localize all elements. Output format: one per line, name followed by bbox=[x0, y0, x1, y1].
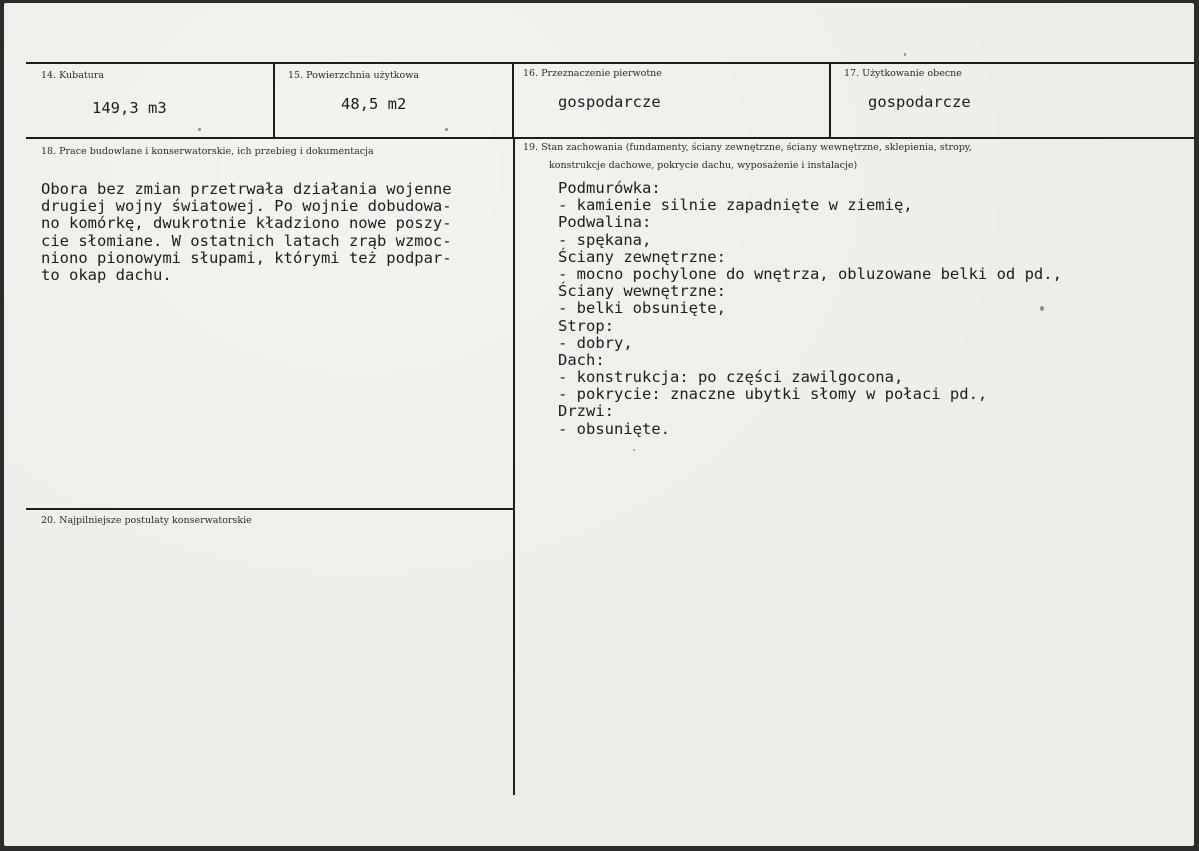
header-bottom-rule bbox=[26, 137, 1194, 139]
field-17-value: gospodarcze bbox=[868, 93, 971, 111]
field-16-label: 16. Przeznaczenie pierwotne bbox=[523, 68, 662, 79]
text-line: to okap dachu. bbox=[41, 265, 172, 284]
main-vertical-divider bbox=[513, 139, 515, 795]
text-line: - belki obsunięte, bbox=[558, 299, 726, 318]
text-line: Podwalina: bbox=[558, 213, 652, 232]
paper-speck bbox=[445, 128, 448, 131]
text-line: - dobry, bbox=[558, 333, 633, 352]
field-14-label: 14. Kubatura bbox=[41, 70, 105, 81]
field-18-text bbox=[41, 181, 452, 284]
text-line: no komórkę, dwukrotnie kładziono nowe poszy- bbox=[41, 214, 452, 233]
field-17-label: 17. Użytkowanie obecne bbox=[844, 68, 962, 79]
field-15-label: 15. Powierzchnia użytkowa bbox=[288, 70, 420, 81]
section-18-bottom-rule bbox=[26, 508, 514, 510]
divider-14-15 bbox=[273, 64, 275, 139]
paper-speck bbox=[904, 53, 906, 56]
text-line: cie słomiane. W ostatnich latach zrąb wzmoc- bbox=[41, 231, 452, 250]
text-line: - spękana, bbox=[558, 230, 652, 249]
paper-speck bbox=[198, 128, 201, 131]
text-line: - obsunięte. bbox=[558, 419, 670, 438]
field-18-label: 18. Prace budowlane i konserwatorskie, ich przebieg i dokumentacja bbox=[41, 146, 374, 157]
text-line: - mocno pochylone do wnętrza, obluzowane belki od pd., bbox=[558, 264, 1062, 283]
text-line: Ściany wewnętrzne: bbox=[558, 282, 726, 301]
field-19-label: 19. Stan zachowania (fundamenty, ściany zewnętrzne, ściany wewnętrzne, sklepienia, stropy, bbox=[523, 142, 972, 153]
text-line: - pokrycie: znaczne ubytki słomy w połaci pd., bbox=[558, 385, 988, 404]
divider-16-17 bbox=[829, 64, 831, 139]
field-14-value: 149,3 m3 bbox=[92, 99, 167, 117]
top-rule bbox=[26, 62, 1194, 64]
field-15-value: 48,5 m2 bbox=[341, 95, 407, 113]
paper-speck bbox=[633, 449, 635, 451]
text-line: niono pionowymi słupami, którymi też podpar- bbox=[41, 248, 452, 267]
text-line: - konstrukcja: po części zawilgocona, bbox=[558, 368, 904, 387]
text-line: Podmurówka: bbox=[558, 179, 661, 197]
field-16-value: gospodarcze bbox=[558, 93, 661, 111]
record-card bbox=[4, 3, 1194, 846]
text-line: Drzwi: bbox=[558, 402, 614, 421]
text-line: Obora bez zmian przetrwała działania wojenne bbox=[41, 180, 452, 198]
field-19-text bbox=[558, 180, 1062, 438]
field-19-label-continued: konstrukcje dachowe, pokrycie dachu, wyposażenie i instalacje) bbox=[549, 160, 858, 171]
text-line: Ściany zewnętrzne: bbox=[558, 247, 726, 266]
text-line: drugiej wojny światowej. Po wojnie dobudowa- bbox=[41, 197, 452, 216]
paper-speck bbox=[1040, 306, 1044, 311]
text-line: Dach: bbox=[558, 350, 605, 369]
divider-15-16 bbox=[512, 64, 514, 139]
text-line: - kamienie silnie zapadnięte w ziemię, bbox=[558, 196, 913, 215]
field-20-label: 20. Najpilniejsze postulaty konserwatorskie bbox=[41, 515, 252, 526]
text-line: Strop: bbox=[558, 316, 614, 335]
